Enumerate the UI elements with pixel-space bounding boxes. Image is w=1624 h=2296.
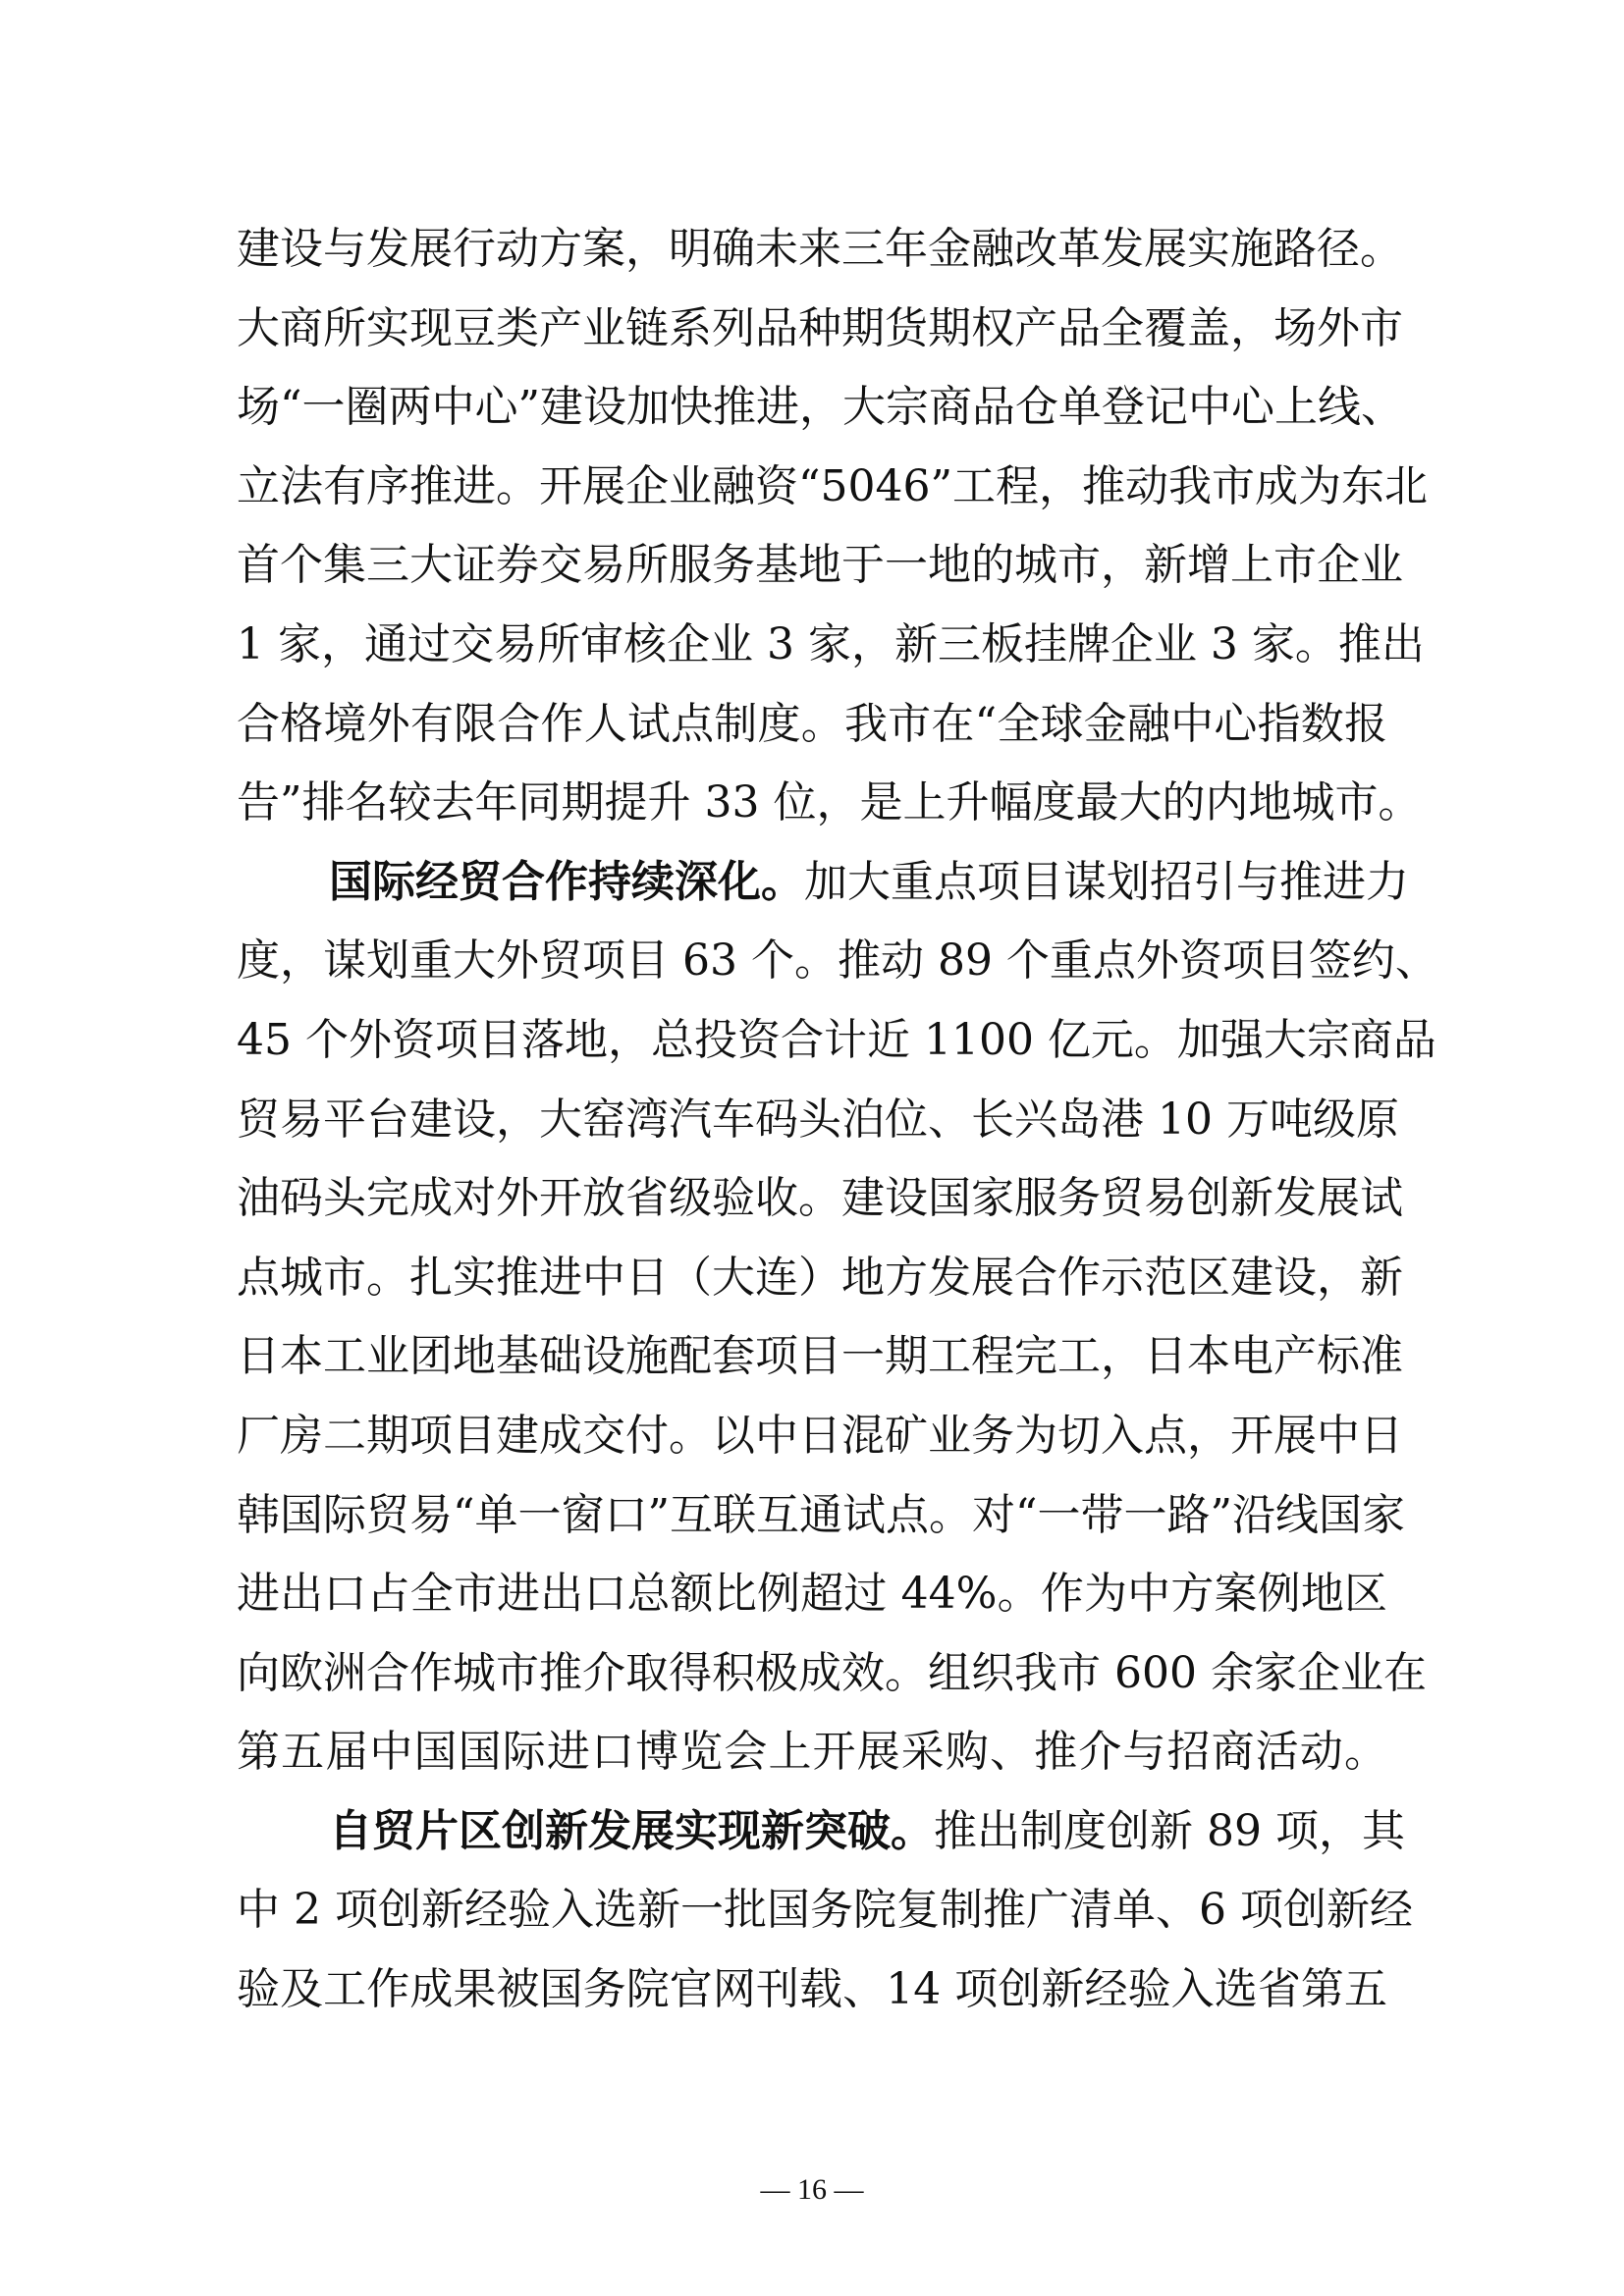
text-line: 向欧洲合作城市推介取得积极成效。组织我市 600 余家企业在 <box>237 1647 1427 1698</box>
text-line: 韩国际贸易“单一窗口”互联互通试点。对“一带一路”沿线国家 <box>237 1489 1405 1540</box>
text-line: 场“一圈两中心”建设加快推进，大宗商品仓单登记中心上线、 <box>237 382 1404 433</box>
paragraph-finance <box>237 210 1428 843</box>
page-number: — 16 — <box>760 2173 864 2206</box>
section-lead-heading: 国际经贸合作持续深化。 <box>329 856 804 907</box>
text-line <box>237 1792 1405 1872</box>
body-text <box>237 210 1438 2030</box>
text-line: 建设与发展行动方案，明确未来三年金融改革发展实施路径。 <box>237 224 1403 274</box>
text-line: 日本工业团地基础设施配套项目一期工程完工，日本电产标准 <box>237 1331 1403 1382</box>
text-line: 点城市。扎实推进中日（大连）地方发展合作示范区建设，新 <box>237 1252 1403 1303</box>
text-line: 立法有序推进。开展企业融资“5046”工程，推动我市成为东北 <box>237 460 1428 511</box>
text-line: 中 2 项创新经验入选新一批国务院复制推广清单、6 项创新经 <box>237 1885 1413 1936</box>
text-line: 大商所实现豆类产业链系列品种期货期权产品全覆盖，场外市 <box>237 302 1403 353</box>
text-line: 厂房二期项目建成交付。以中日混矿业务为切入点，开展中日 <box>237 1410 1403 1461</box>
text-line: 1 家，通过交易所审核企业 3 家，新三板挂牌企业 3 家。推出 <box>237 618 1425 669</box>
section-lead-heading: 自贸片区创新发展实现新突破。 <box>329 1805 934 1856</box>
text-line: 合格境外有限合作人试点制度。我市在“全球金融中心指数报 <box>237 698 1387 749</box>
text-line: 第五届中国国际进口博览会上开展采购、推介与招商活动。 <box>237 1727 1387 1778</box>
paragraph-free-trade-zone <box>237 1792 1413 2030</box>
text-line: 验及工作成果被国务院官网刊载、14 项创新经验入选省第五 <box>237 1964 1387 2015</box>
text-run: 加大重点项目谋划招引与推进力 <box>804 856 1409 907</box>
text-run: 推出制度创新 89 项，其 <box>934 1805 1405 1856</box>
text-line <box>237 843 1409 923</box>
text-line: 45 个外资项目落地，总投资合计近 1100 亿元。加强大宗商品 <box>237 1014 1436 1065</box>
paragraph-international-trade <box>237 843 1438 1792</box>
text-line: 首个集三大证券交易所服务基地于一地的城市，新增上市企业 <box>237 540 1403 591</box>
text-line: 告”排名较去年同期提升 33 位，是上升幅度最大的内地城市。 <box>237 777 1422 828</box>
text-line: 贸易平台建设，大窑湾汽车码头泊位、长兴岛港 10 万吨级原 <box>237 1094 1399 1145</box>
text-line: 油码头完成对外开放省级验收。建设国家服务贸易创新发展试 <box>237 1173 1403 1224</box>
text-line: 进出口占全市进出口总额比例超过 44%。作为中方案例地区 <box>237 1569 1387 1620</box>
text-line: 度，谋划重大外贸项目 63 个。推动 89 个重点外资项目签约、 <box>237 935 1438 987</box>
